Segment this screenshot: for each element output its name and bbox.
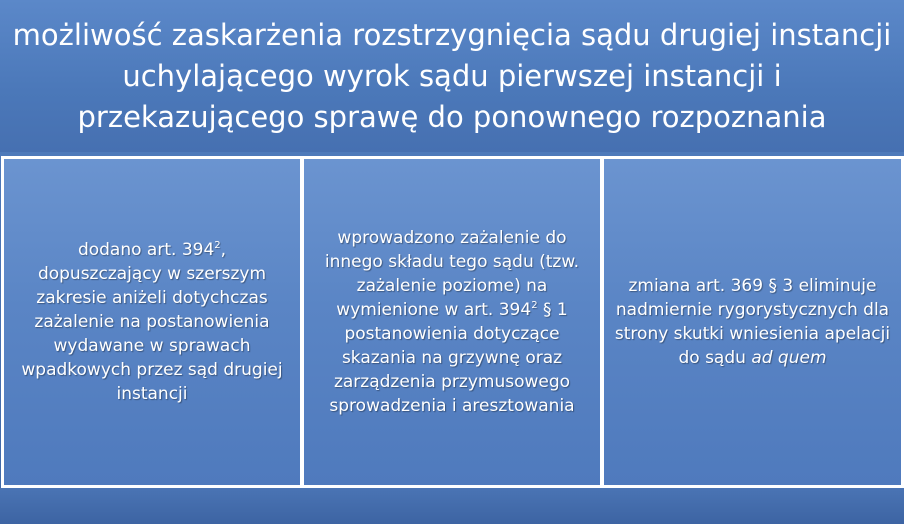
box-zazalenie-poziome	[301, 156, 603, 488]
superscript: 2	[531, 300, 538, 311]
box-text-after: § 1 postanowienia dotyczące skazania na grzywnę oraz zarządzenia przymusowego sprowadzenia i aresztowania	[329, 300, 575, 416]
box-text	[314, 226, 590, 418]
box-text-before: zmiana art. 369 § 3 eliminuje nadmiernie rygorystycznych dla strony skutki wniesienia apelacji do sądu	[614, 276, 891, 368]
footer-band	[0, 488, 904, 524]
header-banner	[0, 0, 904, 152]
boxes-row	[0, 156, 904, 488]
header-title: możliwość zaskarżenia rozstrzygnięcia sądu drugiej instancji uchylającego wyrok sądu pierwszej instancji i przekazującego sprawę do ponownego rozpoznania	[12, 17, 892, 134]
box-text-after: , dopuszczający w szerszym zakresie aniżeli dotychczas zażalenie na postanowienia wydawane w sprawach wpadkowych przez sąd drugiej instancji	[21, 240, 283, 404]
box-art-394-2	[1, 156, 303, 488]
italic-term: ad quem	[751, 348, 827, 368]
box-text	[14, 238, 290, 406]
box-art-369	[601, 156, 904, 488]
superscript: 2	[214, 240, 221, 251]
box-text-before: wprowadzono zażalenie do innego składu tego sądu (tzw. zażalenie poziome) na wymienione w art. 394	[324, 228, 580, 320]
box-text	[614, 274, 891, 370]
box-text-before: dodano art. 394	[77, 240, 215, 260]
